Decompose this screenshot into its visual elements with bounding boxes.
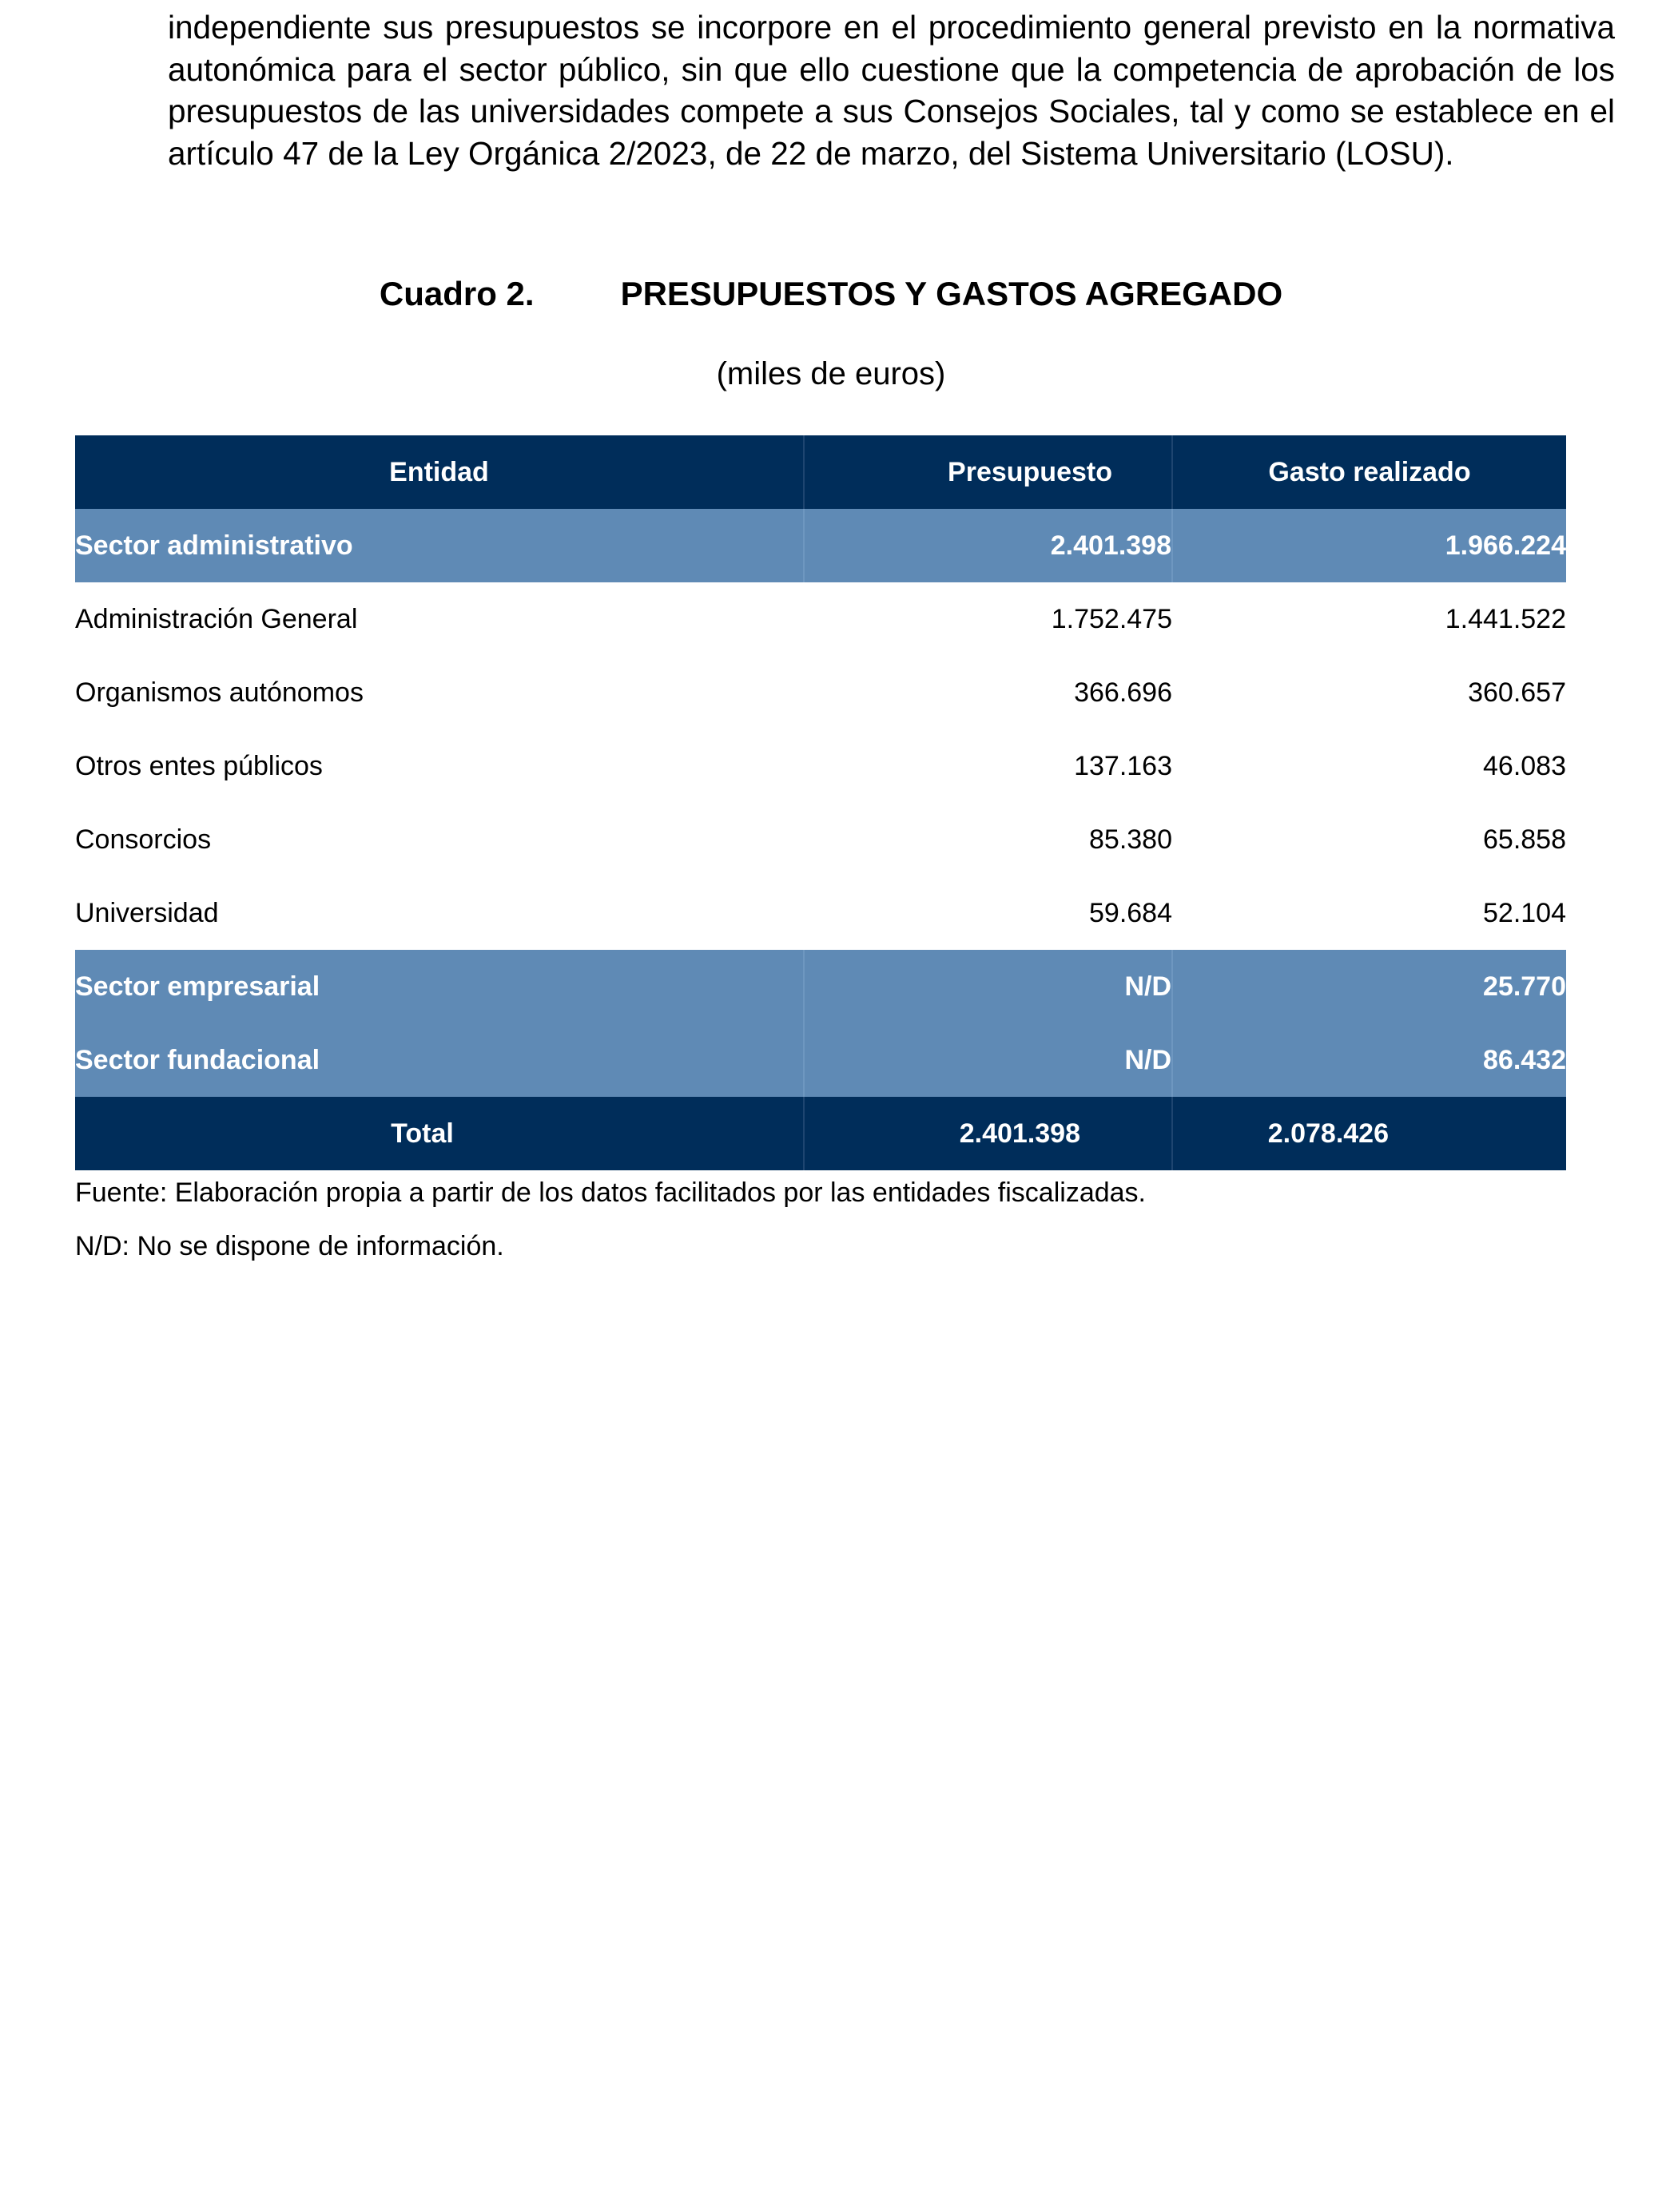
row-gasto: 46.083 — [1483, 750, 1566, 781]
row-presupuesto: 85.380 — [1089, 824, 1172, 855]
table-row-sector-fundacional — [75, 1023, 1566, 1097]
row-gasto: 52.104 — [1483, 897, 1566, 928]
table-row — [75, 803, 1566, 876]
row-gasto: 1.441.522 — [1445, 603, 1566, 634]
row-gasto: 360.657 — [1468, 677, 1566, 708]
header-gasto: Gasto realizado — [1172, 435, 1566, 509]
total-gasto: 2.078.426 — [1172, 1097, 1566, 1170]
row-label: Consorcios — [75, 824, 212, 855]
row-label: Sector administrativo — [75, 509, 804, 582]
row-presupuesto: 2.401.398 — [804, 509, 1172, 582]
row-label: Universidad — [75, 897, 219, 928]
source-note: Fuente: Elaboración propia a partir de los datos facilitados por las entidades fiscalizadas. — [75, 1177, 1146, 1208]
row-presupuesto: N/D — [804, 950, 1172, 1023]
table-header-row — [75, 435, 1566, 509]
row-gasto: 65.858 — [1483, 824, 1566, 855]
table-name: PRESUPUESTOS Y GASTOS AGREGADO — [620, 275, 1283, 312]
total-label: Total — [75, 1097, 804, 1170]
row-label: Organismos autónomos — [75, 677, 364, 708]
table-row — [75, 876, 1566, 950]
table-row-sector-administrativo — [75, 509, 1566, 582]
header-presupuesto: Presupuesto — [804, 435, 1172, 509]
row-presupuesto: 59.684 — [1089, 897, 1172, 928]
row-presupuesto: N/D — [804, 1023, 1172, 1097]
header-entidad: Entidad — [75, 435, 804, 509]
row-label: Sector empresarial — [75, 950, 804, 1023]
table-units: (miles de euros) — [716, 356, 946, 391]
row-label: Sector fundacional — [75, 1023, 804, 1097]
table-number: Cuadro 2. — [379, 275, 535, 312]
row-gasto: 1.966.224 — [1172, 509, 1566, 582]
row-presupuesto: 137.163 — [1074, 750, 1172, 781]
row-gasto: 25.770 — [1172, 950, 1566, 1023]
table-row-sector-empresarial — [75, 950, 1566, 1023]
row-label: Administración General — [75, 603, 358, 634]
total-presupuesto: 2.401.398 — [804, 1097, 1172, 1170]
table-title — [0, 270, 1662, 318]
table-row — [75, 729, 1566, 803]
table-row — [75, 582, 1566, 656]
table-row — [75, 656, 1566, 729]
row-presupuesto: 366.696 — [1074, 677, 1172, 708]
table-total-row — [75, 1097, 1566, 1170]
row-presupuesto: 1.752.475 — [1051, 603, 1172, 634]
row-label: Otros entes públicos — [75, 750, 323, 781]
budget-table — [75, 435, 1566, 1170]
nd-note: N/D: No se dispone de información. — [75, 1231, 504, 1261]
intro-paragraph: independiente sus presupuestos se incorpore en el procedimiento general previsto en la normativa autonómica para el sector público, sin que ello cuestione que la competencia de aprobación de los presupuestos de las universidades compete a sus Consejos Sociales, tal y como se establece en el artículo 47 de la Ley Orgánica 2/2023, de 22 de marzo, del Sistema Universitario (LOSU). — [168, 9, 1615, 172]
row-gasto: 86.432 — [1172, 1023, 1566, 1097]
